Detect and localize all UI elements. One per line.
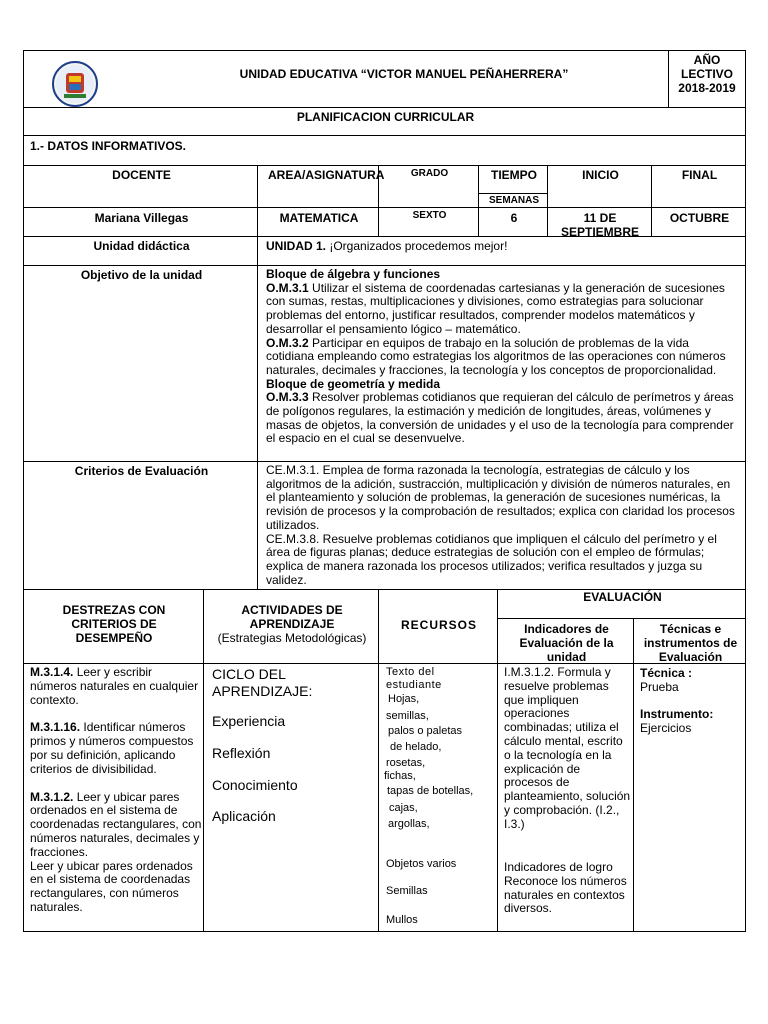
destreza-3-text: Leer y ubicar pares ordenados en el sistema de coordenadas rectangulares, con números naturales, decimales y fracciones. [30,789,202,859]
om32-code: O.M.3.2 [266,335,309,350]
inicio-cell [547,207,652,237]
header-row [23,50,669,108]
inicio-head-cell [547,165,652,208]
fase-conocimiento: Conocimiento [212,777,298,793]
unidad-value [266,239,736,253]
school-logo [52,61,98,107]
criterios-label: Criterios de Evaluación [74,464,209,478]
destreza-3 [30,791,202,860]
area-head-cell [257,165,385,208]
docente-cell [23,207,258,237]
inicio-header: INICIO [582,168,619,182]
bloque-algebra: Bloque de álgebra y funciones [266,267,441,281]
recurso-fichas: fichas, [384,770,416,782]
evaluacion-head-cell [497,589,746,619]
recurso-semillas: semillas, [386,710,429,722]
om31-text: Utilizar el sistema de coordenadas cartesianas y la generación de sucesiones con sumas, restas, multiplicaciones y divisiones, como estrategias para solucionar problemas del entorno, justificar resultados, comprender modelos matemáticos y desarrollar el pensamiento lógico – matemático. [266,280,725,336]
recurso-objetos: Objetos varios [386,858,457,870]
destrezas-cell [23,663,204,932]
fase-experiencia: Experiencia [212,713,286,729]
destreza-1-text: Leer y escribir números naturales en cualquier contexto. [30,665,199,707]
criterio-2: CE.M.3.8. Resuelve problemas cotidianos que impliquen el cálculo del perímetro y el área de figuras planas; deduce estrategias de solución con el empleo de fórmulas; explica de manera razonada los procesos utilizados; verifica resultados y juzga su validez. [266,531,717,587]
school-year: AÑO LECTIVO 2018-2019 [678,53,736,95]
recurso-rosetas: rosetas, [386,757,426,769]
recurso-helado: de helado, [390,741,442,753]
om33 [266,391,740,446]
objetivo-label: Objetivo de la unidad [80,268,203,282]
objetivo-label-cell [23,265,258,462]
grado-cell [378,207,479,237]
recurso-cajas: cajas, [389,802,418,814]
docente-header: DOCENTE [112,168,171,182]
objetivo-value-cell [257,265,746,462]
actividades-subheader: (Estrategias Metodológicas) [217,631,367,645]
page-title: PLANIFICACION CURRICULAR [296,110,475,124]
unidad-label: Unidad didáctica [93,239,190,253]
docente-head-cell [23,165,258,208]
fase-reflexion: Reflexión [212,745,271,761]
om32 [266,337,740,378]
tiempo-cell [478,207,548,237]
tiempo-value: 6 [510,211,518,225]
criterio-1: CE.M.3.1. Emplea de forma razonada la tecnología, estrategias de cálculo y los algoritmos de la adición, sustracción, multiplicación y división de números naturales, en el planteamiento y solución de problemas, la generación de sucesiones numéricas, la revisión de procesos y la comprobación de resultados; explica con claridad los procesos utilizados. [266,463,735,532]
unidad-value-cell [257,236,746,266]
section-title: 1.- DATOS INFORMATIVOS. [30,139,187,153]
grado-value: SEXTO [412,210,447,221]
destrezas-head-cell [23,589,204,664]
indicadores-head-cell [497,618,634,664]
recurso-semillas-2: Semillas [386,885,428,897]
year-cell [668,50,746,108]
objetivo-text [266,268,740,446]
semanas-header: SEMANAS [488,195,539,206]
logro-text: Indicadores de logro Reconoce los números naturales en contextos diversos. [504,860,627,916]
recursos-header: RECURSOS [400,618,477,632]
recurso-texto: Texto del estudiante [386,666,442,691]
inicio-value: 11 DE SEPTIEMBRE [560,211,639,239]
tecnica-label: Técnica : [640,666,693,680]
recurso-palos: palos o paletas [388,725,462,737]
recurso-mullos: Mullos [386,914,418,926]
destrezas-header: DESTREZAS CON CRITERIOS DE DESEMPEÑO [62,603,166,645]
om32-text: Participar en equipos de trabajo en la solución de problemas de la vida cotidiana empleando como estrategias los algoritmos de las operaciones con números naturales, decimales y fracciones, la tecnología y los conceptos de proporcionalidad. [266,335,726,377]
actividades-header: ACTIVIDADES DE APRENDIZAJE [241,603,343,631]
indicador-text: I.M.3.1.2. Formula y resuelve problemas que impliquen operaciones combinadas; utiliza el cálculo mental, escrito o la tecnología en la explicación de procesos de planteamiento, solución y comprobación. (I.2., I.3.) [504,665,631,831]
tiempo-head-cell [478,165,548,194]
destreza-4: Leer y ubicar pares ordenados en el sistema de coordenadas rectangulares, con números naturales. [30,858,193,914]
tecnicas-head-cell [633,618,746,664]
instrumento-value: Ejercicios [640,721,692,735]
area-cell [257,207,379,237]
tecnica-value: Prueba [640,680,679,694]
actividades-cell [203,663,379,932]
destreza-1-code: M.3.1.4. [30,665,74,679]
destreza-2 [30,721,202,776]
criterios-value-cell [257,461,746,590]
grado-head-cell [378,165,479,208]
instrumento-label: Instrumento: [640,707,714,721]
criterios-text [266,464,740,587]
bloque-geometria: Bloque de geometría y medida [266,376,441,391]
recurso-hojas: Hojas, [388,693,420,705]
criterios-label-cell [23,461,258,590]
destreza-3-code: M.3.1.2. [30,789,74,804]
recurso-argollas: argollas, [388,818,430,830]
unidad-text: ¡Organizados procedemos mejor! [326,239,508,253]
fase-aplicacion: Aplicación [212,808,276,824]
indicadores-cell [497,663,634,932]
docente-value: Mariana Villegas [94,211,189,225]
destrezas-text [30,666,202,915]
tecnicas-header: Técnicas e instrumentos de Evaluación [643,622,738,664]
title-row [23,107,746,136]
destreza-2-code: M.3.1.16. [30,720,81,735]
unidad-prefix: UNIDAD 1. [266,239,327,253]
area-value: MATEMATICA [279,211,359,225]
actividades-head-cell [203,589,379,664]
destreza-1 [30,666,202,707]
unidad-label-cell [23,236,258,266]
section-row [23,135,746,166]
final-head-cell [651,165,746,208]
ciclo-title: CICLO DEL APRENDIZAJE: [212,666,313,699]
grado-header: GRADO [410,168,449,179]
recurso-tapas: tapas de botellas, [387,785,474,797]
final-header: FINAL [681,168,718,182]
tecnicas-cell [633,663,746,932]
semanas-head-cell [478,193,548,208]
area-header: AREA/ASIGNATURA [268,168,385,182]
final-cell [651,207,746,237]
destreza-2-text: Identificar números primos y números compuestos por su definición, aplicando criterios de divisibilidad. [30,720,194,776]
recursos-cell [378,663,498,932]
om33-code: O.M.3.3 [266,390,309,405]
tiempo-header: TIEMPO [490,168,537,182]
indicadores-header: Indicadores de Evaluación de la unidad [519,622,614,664]
final-value: OCTUBRE [669,211,730,225]
school-name: UNIDAD EDUCATIVA “VICTOR MANUEL PEÑAHERRERA” [239,67,569,81]
om31-code: O.M.3.1 [266,280,309,295]
evaluacion-header: EVALUACIÓN [583,590,662,604]
recursos-head-cell [378,589,498,664]
om33-text: Resolver problemas cotidianos que requieran del cálculo de perímetros y áreas de polígonos regulares, la estimación y medición de longitudes, áreas, volúmenes y masas de objetos, la conversión de unidades y el uso de la tecnología para comprender el espacio en el cual se desenvuelve. [266,390,734,446]
om31 [266,282,740,337]
